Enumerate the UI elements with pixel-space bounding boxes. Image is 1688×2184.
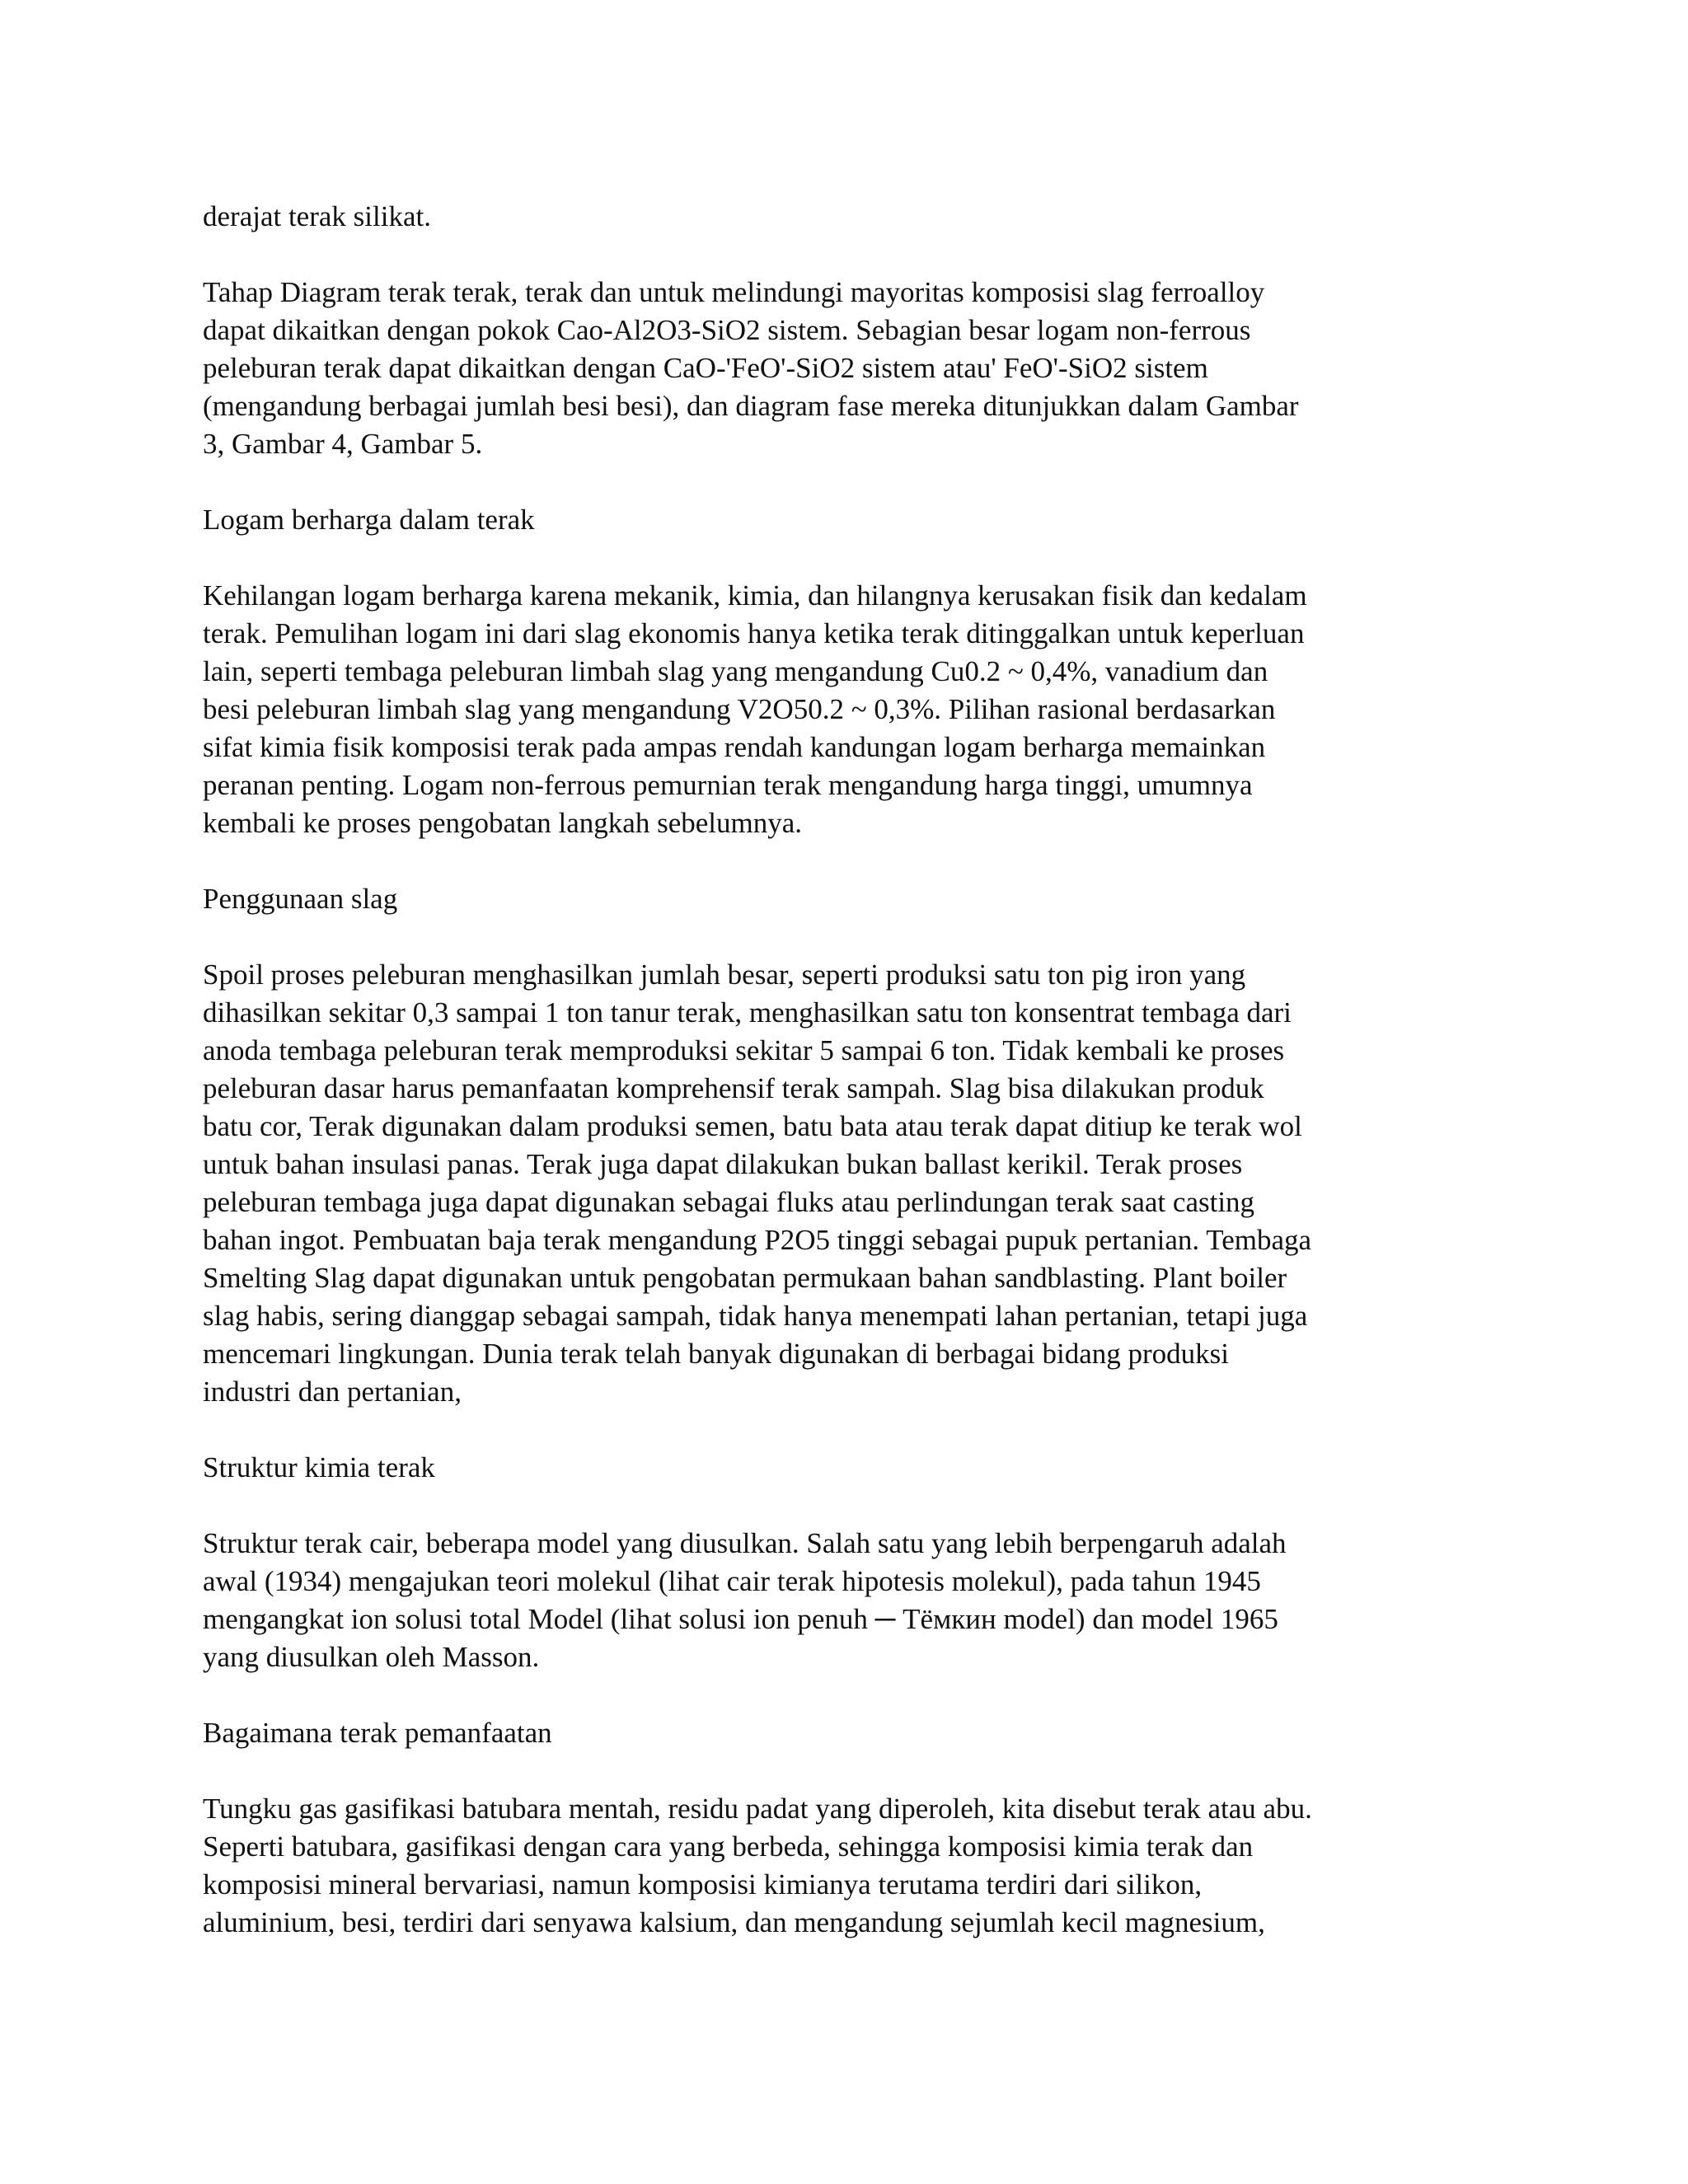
paragraph-chemical-structure: Struktur terak cair, beberapa model yang diusulkan. Salah satu yang lebih berpengaruh adalah awal (1934) mengajukan teori molekul (lihat cair terak hipotesis molekul), pada tahun 1945 mengangkat ion solusi total Model (lihat solusi ion penuh ─ Тёмкин model) dan model 1965 yang diusulkan oleh Masson. [203,1527,1287,1673]
section-heading-utilization: Bagaimana terak pemanfaatan [203,1717,552,1749]
paragraph-valuable-metals: Kehilangan logam berharga karena mekanik, kimia, dan hilangnya kerusakan fisik dan kedalam terak. Pemulihan logam ini dari slag ekonomis hanya ketika terak ditinggalkan untuk keperluan lain, seperti tembaga peleburan limbah slag yang mengandung Cu0.2 ~ 0,4%, vanadium dan besi peleburan limbah slag yang mengandung V2O50.2 ~ 0,3%. Pilihan rasional berdasarkan sifat kimia fisik komposisi terak pada ampas rendah kandungan logam berharga memainkan peranan penting. Logam non-ferrous pemurnian terak mengandung harga tinggi, umumnya kembali ke proses pengobatan langkah sebelumnya. [203,579,1307,839]
section-heading-valuable-metals: Logam berharga dalam terak [203,504,535,536]
paragraph-utilization: Tungku gas gasifikasi batubara mentah, residu padat yang diperoleh, kita disebut terak atau abu. Seperti batubara, gasifikasi dengan cara yang berbeda, sehingga komposisi kimia terak dan komposisi mineral bervariasi, namun komposisi kimianya terutama terdiri dari silikon, aluminium, besi, terdiri dari senyawa kalsium, dan mengandung sejumlah kecil magnesium, [203,1793,1312,1938]
paragraph-slag-usage: Spoil proses peleburan menghasilkan jumlah besar, seperti produksi satu ton pig iron yang dihasilkan sekitar 0,3 sampai 1 ton tanur terak, menghasilkan satu ton konsentrat tembaga dari anoda tembaga peleburan terak memproduksi sekitar 5 sampai 6 ton. Tidak kembali ke proses peleburan dasar harus pemanfaatan komprehensif terak sampah. Slag bisa dilakukan produk batu cor, Terak digunakan dalam produksi semen, batu bata atau terak dapat ditiup ke terak wol untuk bahan insulasi panas. Terak juga dapat dilakukan bukan ballast kerikil. Terak proses peleburan tembaga juga dapat digunakan sebagai fluks atau perlindungan terak saat casting bahan ingot. Pembuatan baja terak mengandung P2O5 tinggi sebagai pupuk pertanian. Tembaga Smelting Slag dapat digunakan untuk pengobatan permukaan bahan sandblasting. Plant boiler slag habis, sering dianggap sebagai sampah, tidak hanya menempati lahan pertanian, tetapi juga mencemari lingkungan. Dunia terak telah banyak digunakan di berbagai bidang produksi industri dan pertanian, [203,958,1312,1408]
paragraph-intro-fragment: derajat terak silikat. [203,200,431,232]
section-heading-chemical-structure: Struktur kimia terak [203,1451,435,1483]
section-heading-slag-usage: Penggunaan slag [203,883,398,915]
document-body [203,198,1489,1980]
paragraph-phase-diagram: Tahap Diagram terak terak, terak dan untuk melindungi mayoritas komposisi slag ferroalloy dapat dikaitkan dengan pokok Cao-Al2O3-SiO2 sistem. Sebagian besar logam non-ferrous peleburan terak dapat dikaitkan dengan CaO-'FeO'-SiO2 sistem atau' FeO'-SiO2 sistem (mengandung berbagai jumlah besi besi), dan diagram fase mereka ditunjukkan dalam Gambar 3, Gambar 4, Gambar 5. [203,276,1299,460]
